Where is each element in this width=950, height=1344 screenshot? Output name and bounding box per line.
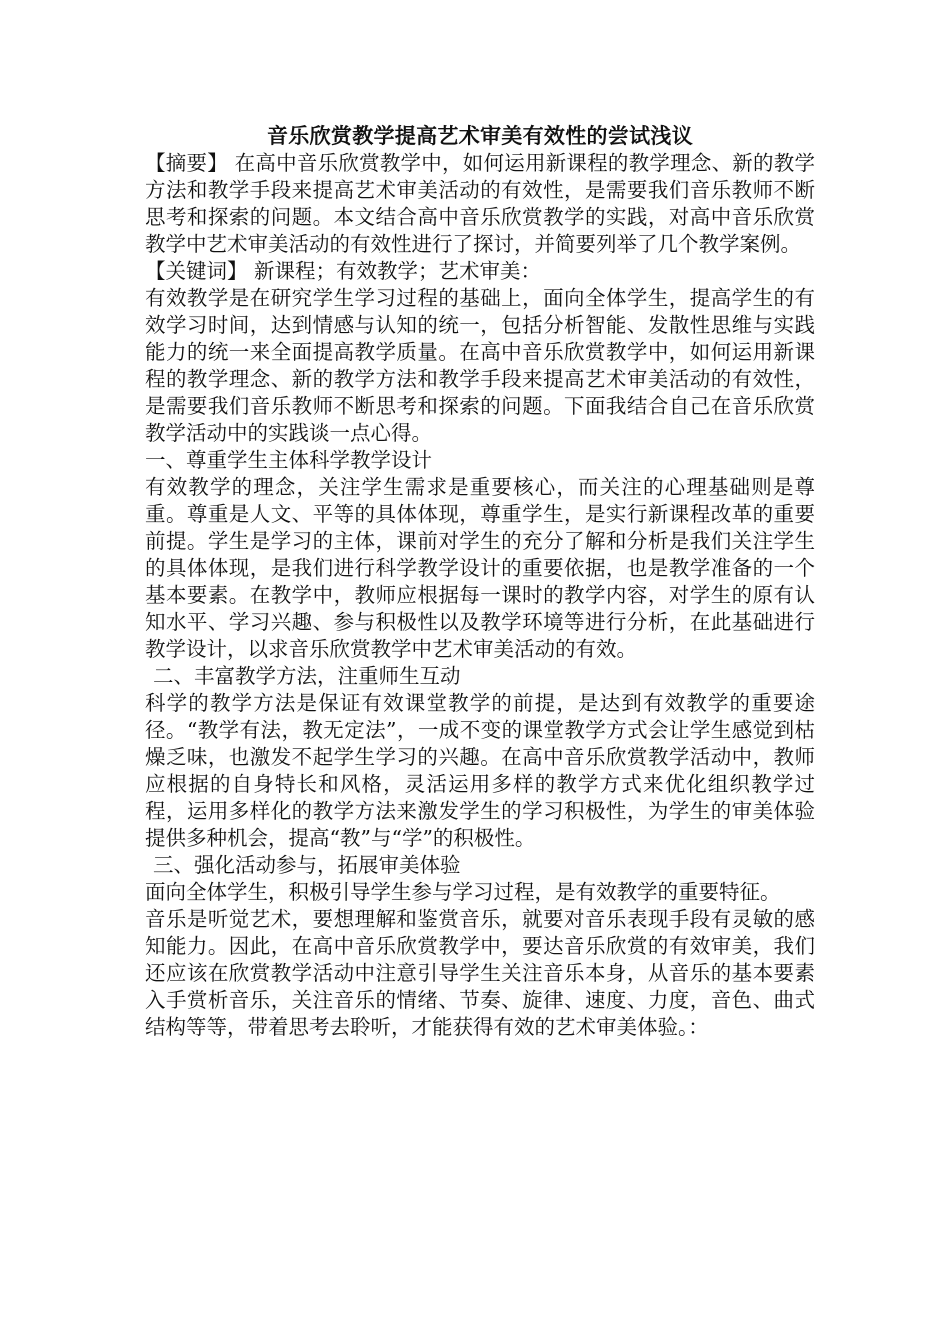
section-1-body: 有效教学的理念，关注学生需求是重要核心，而关注的心理基础则是尊重。尊重是人文、平等的具体体现，尊重学生，是实行新课程改革的重要前提。学生是学习的主体，课前对学生的充分了解和分析是我们关注学生的具体体现，是我们进行科学教学设计的重要依据，也是教学准备的一个基本要素。在教学中，教师应根据每一课时的教学内容，对学生的原有认知水平、学习兴趣、参与积极性以及教学环境等进行分析，在此基础进行教学设计，以求音乐欣赏教学中艺术审美活动的有效。 [145,475,815,661]
section-1-heading: 一、尊重学生主体科学教学设计 [145,448,432,472]
intro-paragraph: 有效教学是在研究学生学习过程的基础上，面向全体学生，提高学生的有效学习时间，达到情感与认知的统一，包括分析智能、发散性思维与实践能力的统一来全面提高教学质量。在高中音乐欣赏教学中，如何运用新课程的教学理念、新的教学方法和教学手段来提高艺术审美活动的有效性，是需要我们音乐教师不断思考和探索的问题。下面我结合自己在音乐欣赏教学活动中的实践谈一点心得。 [145,286,815,445]
section-3-first-line: 面向全体学生，积极引导学生参与学习过程，是有效教学的重要特征。 [145,880,781,904]
abstract-paragraph: 【摘要】 在高中音乐欣赏教学中，如何运用新课程的教学理念、新的教学方法和教学手段来提高艺术审美活动的有效性，是需要我们音乐教师不断思考和探索的问题。本文结合高中音乐欣赏教学的实践，对高中音乐欣赏教学中艺术审美活动的有效性进行了探讨，并简要列举了几个教学案例。 [145,151,815,256]
section-2-heading: 二、丰富教学方法，注重师生互动 [153,664,461,688]
section-2-body: 科学的教学方法是保证有效课堂教学的前提，是达到有效教学的重要途径。“教学有法，教无定法”，一成不变的课堂教学方式会让学生感觉到枯燥乏味，也激发不起学生学习的兴趣。在高中音乐欣赏教学活动中，教师应根据的自身特长和风格，灵活运用多样的教学方式来优化组织教学过程，运用多样化的教学方法来激发学生的学习积极性，为学生的审美体验提供多种机会，提高“教”与“学”的积极性。 [145,691,815,850]
section-3-heading: 三、强化活动参与，拓展审美体验 [153,853,461,877]
document-page [145,122,815,1041]
document-title: 音乐欣赏教学提高艺术审美有效性的尝试浅议 [267,123,693,148]
section-3-body: 音乐是听觉艺术，要想理解和鉴赏音乐，就要对音乐表现手段有灵敏的感知能力。因此，在高中音乐欣赏教学中，要达音乐欣赏的有效审美，我们还应该在欣赏教学活动中注意引导学生关注音乐本身，从音乐的基本要素入手赏析音乐，关注音乐的情绪、节奏、旋律、速度、力度，音色、曲式结构等等，带着思考去聆听，才能获得有效的艺术审美体验。： [145,907,815,1039]
keywords-line: 【关键词】 新课程；有效教学；艺术审美： [145,259,542,283]
